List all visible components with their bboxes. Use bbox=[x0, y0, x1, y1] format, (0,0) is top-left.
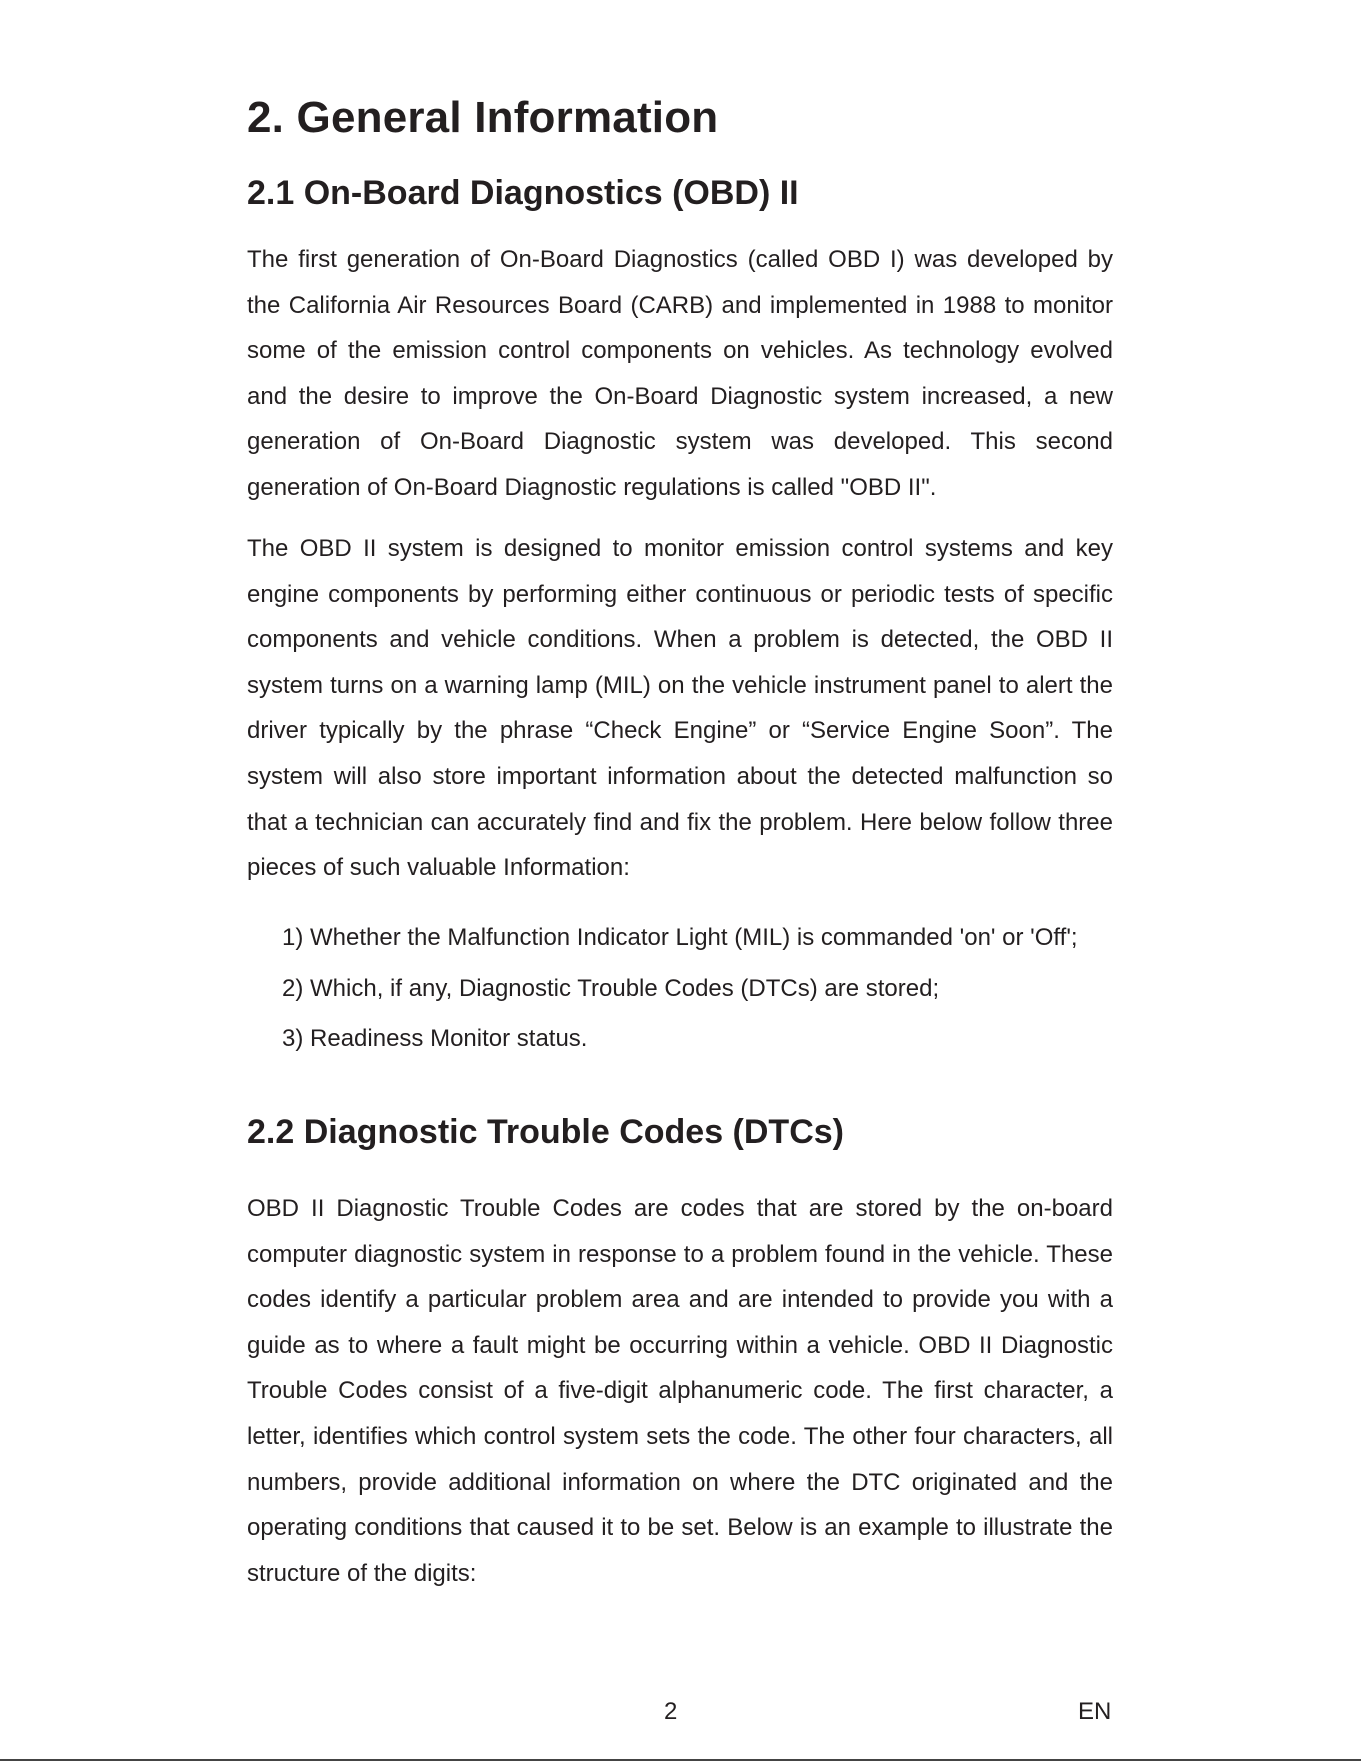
section-heading-dtc: 2.2 Diagnostic Trouble Codes (DTCs) bbox=[247, 1113, 844, 1151]
section-heading-obd: 2.1 On-Board Diagnostics (OBD) II bbox=[247, 174, 799, 212]
paragraph-obd-system: The OBD II system is designed to monitor emission control systems and key engine components by performing either continuous or periodic tests of specific components and vehicle conditions. When a problem is detected, the OBD II system turns on a warning lamp (MIL) on the vehicle instrument panel to alert the driver typically by the phrase “Check Engine” or “Service Engine Soon”. The system will also store important information about the detected malfunction so that a technician can accurately find and fix the problem. Here below follow three pieces of such valuable Information: bbox=[247, 535, 1113, 882]
page-number: 2 bbox=[664, 1698, 678, 1725]
paragraph-obd-history: The first generation of On-Board Diagnostics (called OBD I) was developed by the California Air Resources Board (CARB) and implemented in 1988 to monitor some of the emission control components on vehicles. As technology evolved and the desire to improve the On-Board Diagnostic system increased, a new generation of On-Board Diagnostic system was developed. This second generation of On-Board Diagnostic regulations is called "OBD II". bbox=[247, 246, 1113, 501]
information-list bbox=[282, 913, 1078, 1065]
list-item: 3) Readiness Monitor status. bbox=[282, 1025, 588, 1052]
chapter-title: 2. General Information bbox=[247, 93, 719, 142]
language-code: EN bbox=[1078, 1698, 1112, 1725]
paragraph-dtc: OBD II Diagnostic Trouble Codes are codes that are stored by the on-board computer diagnostic system in response to a problem found in the vehicle. These codes identify a particular problem area and are intended to provide you with a guide as to where a fault might be occurring within a vehicle. OBD II Diagnostic Trouble Codes consist of a five-digit alphanumeric code. The first character, a letter, identifies which control system sets the code. The other four characters, all numbers, provide additional information on where the DTC originated and the operating conditions that caused it to be set. Below is an example to illustrate the structure of the digits: bbox=[247, 1195, 1113, 1587]
list-item: 2) Which, if any, Diagnostic Trouble Codes (DTCs) are stored; bbox=[282, 974, 940, 1002]
list-item: 1) Whether the Malfunction Indicator Light (MIL) is commanded 'on' or 'Off'; bbox=[282, 924, 1078, 951]
